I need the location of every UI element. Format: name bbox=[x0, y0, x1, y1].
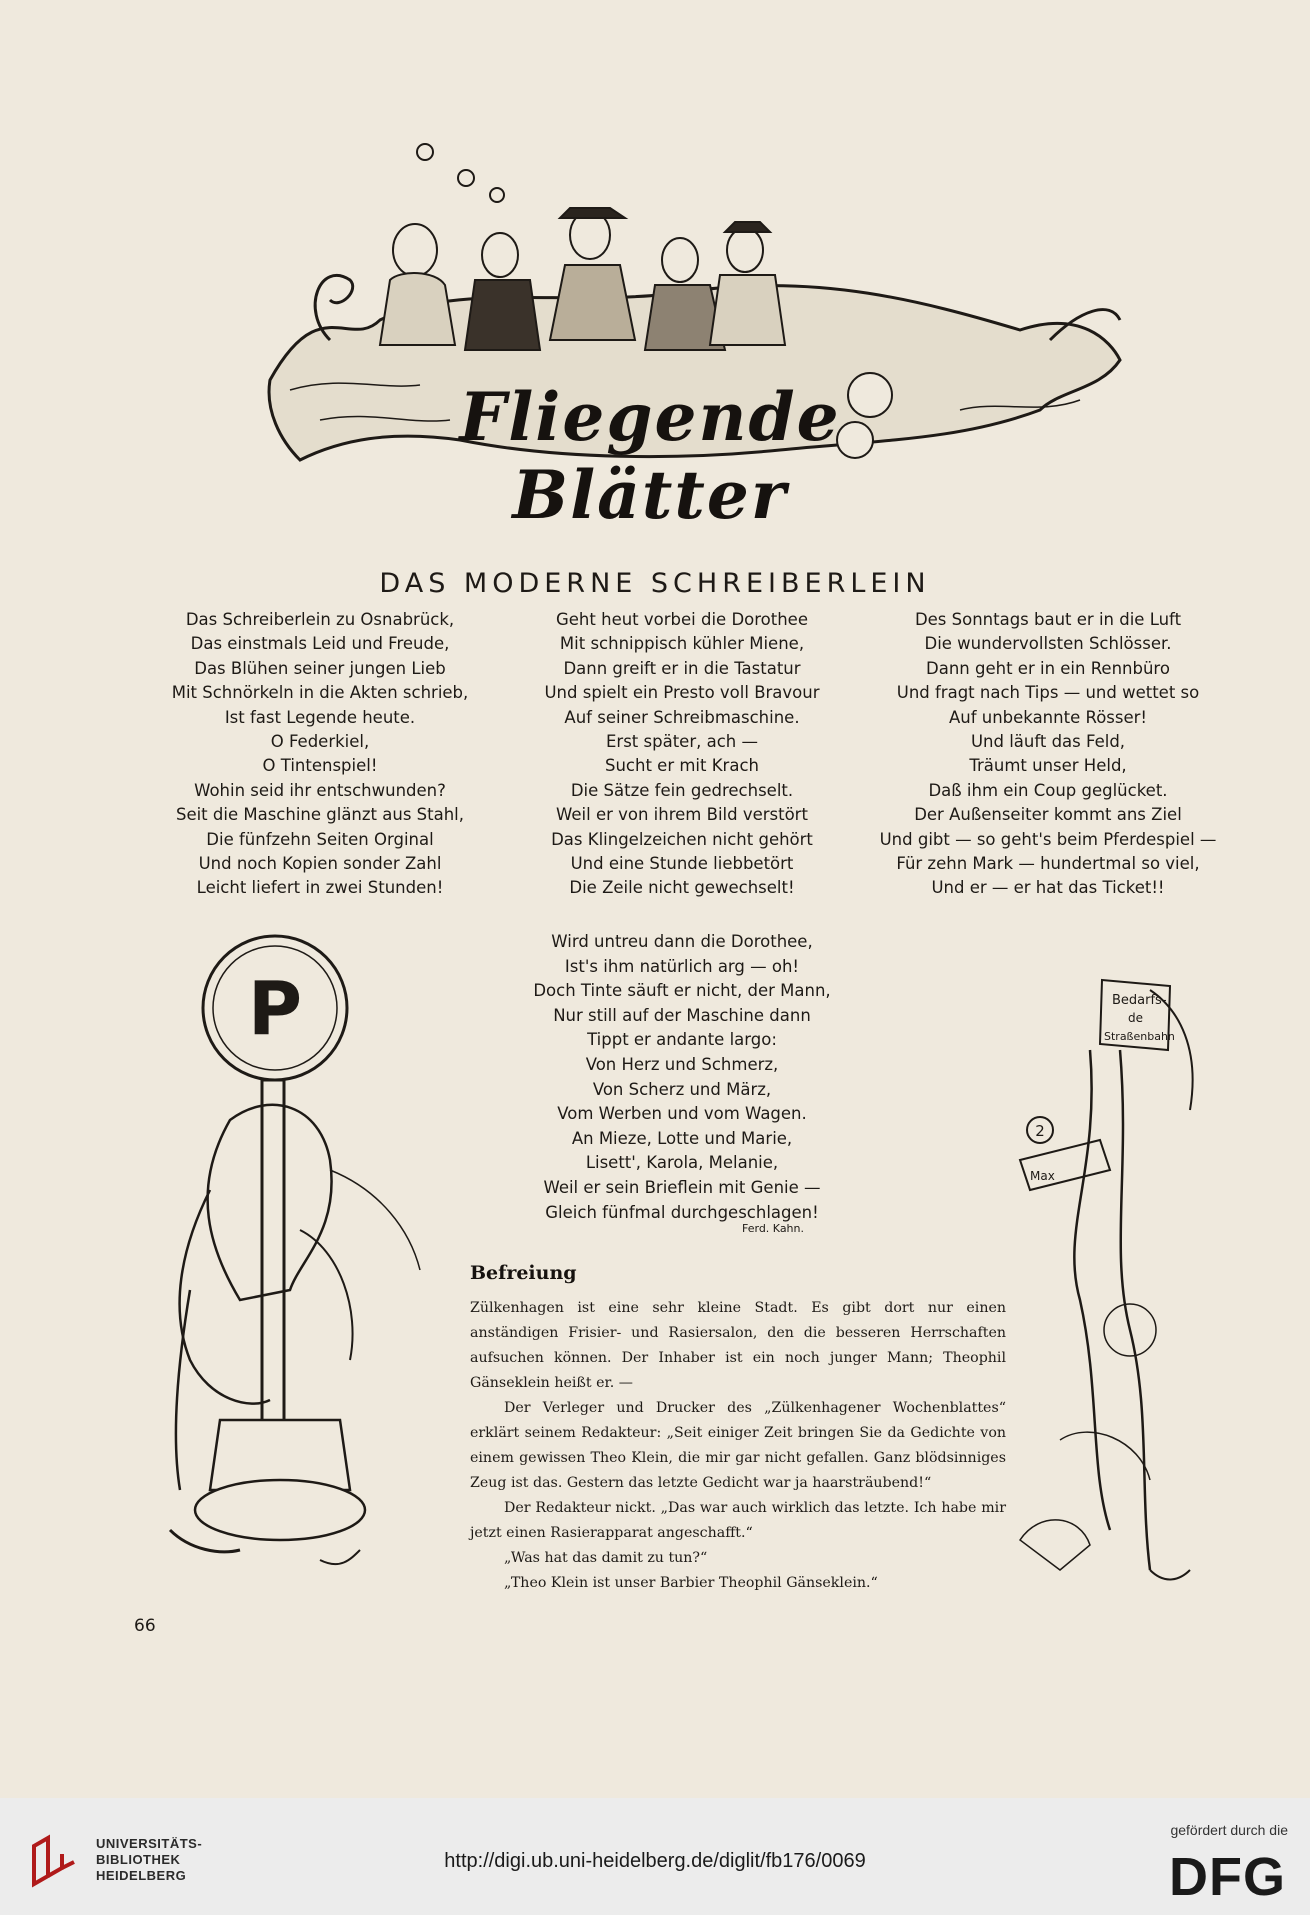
poem-line: Auf seiner Schreibmaschine. bbox=[564, 707, 800, 727]
tram-tag-number: 2 bbox=[1035, 1122, 1045, 1140]
story-paragraph: „Was hat das damit zu tun?“ bbox=[504, 1550, 708, 1566]
tram-sign-line-3: Straßenbahn bbox=[1104, 1030, 1175, 1043]
story-title: Befreiung bbox=[470, 1262, 577, 1284]
poem-line: Doch Tinte säuft er nicht, der Mann, bbox=[533, 981, 831, 1001]
poem-line: Sucht er mit Krach bbox=[605, 756, 759, 776]
poem-line: Geht heut vorbei die Dorothee bbox=[556, 610, 808, 629]
poem-line: Das Klingelzeichen nicht gehört bbox=[551, 829, 813, 849]
poem-line: Daß ihm ein Coup geglücket. bbox=[928, 780, 1168, 800]
viewer-footer bbox=[0, 1798, 1310, 1915]
poem-line: Und läuft das Feld, bbox=[970, 732, 1126, 752]
poem-line: Für zehn Mark — hundertmal so viel, bbox=[896, 854, 1200, 874]
poem-line: An Mieze, Lotte und Marie, bbox=[571, 1128, 793, 1148]
poem-line: Und spielt ein Presto voll Bravour bbox=[544, 683, 820, 703]
poem-line: Mit schnippisch kühler Miene, bbox=[559, 634, 805, 654]
poem-line: Erst später, ach — bbox=[606, 732, 758, 752]
poem-line: Die Zeile nicht gewechselt! bbox=[569, 878, 795, 898]
story-paragraph: „Theo Klein ist unser Barbier Theophil Gänseklein.“ bbox=[504, 1575, 878, 1591]
poem-line: Und er — er hat das Ticket!! bbox=[931, 878, 1165, 898]
poem-line: Nur still auf der Maschine dann bbox=[553, 1005, 811, 1025]
poem-line: Dann geht er in ein Rennbüro bbox=[926, 658, 1170, 678]
poem-line: Ist fast Legende heute. bbox=[224, 707, 416, 727]
poem-line: Und noch Kopien sonder Zahl bbox=[198, 854, 442, 874]
poem-line: Weil er sein Brieflein mit Genie — bbox=[543, 1177, 821, 1197]
story-paragraph: Der Redakteur nickt. „Das war auch wirklich das letzte. Ich habe mir jetzt einen Rasierapparat angeschafft.“ bbox=[470, 1500, 1006, 1541]
poem-line: Die fünfzehn Seiten Orginal bbox=[206, 829, 434, 849]
poem-line: Des Sonntags baut er in die Luft bbox=[914, 610, 1182, 629]
tram-sign-figure-illustration bbox=[1000, 970, 1220, 1610]
poem-stanza-4 bbox=[472, 930, 892, 1225]
poem-line: Von Scherz und März, bbox=[592, 1079, 772, 1099]
poem-line: Wird untreu dann die Dorothee, bbox=[551, 932, 813, 951]
poem-line: Leicht liefert in zwei Stunden! bbox=[196, 878, 444, 898]
poem-line: Die Sätze fein gedrechselt. bbox=[570, 780, 794, 800]
poem-line: Tippt er andante largo: bbox=[587, 1030, 777, 1050]
funding-label: gefördert durch die bbox=[1170, 1822, 1288, 1838]
poem-line: Und fragt nach Tips — und wettet so bbox=[896, 683, 1200, 703]
page-number: 66 bbox=[134, 1616, 156, 1636]
poem-stanza-2 bbox=[502, 608, 862, 901]
story-paragraph: Der Verleger und Drucker des „Zülkenhagener Wochenblattes“ erklärt seinem Redakteur: „Seit einiger Zeit bringen Sie da Gedichte von einem gewissen Theo Klein, die mir gar nicht gefallen. Ganz blödsinniges Zeug ist das. Gestern das letzte Gedicht war ja haarsträubend!“ bbox=[470, 1400, 1006, 1491]
poem-line: Auf unbekannte Rösser! bbox=[948, 707, 1148, 727]
tram-tag-text: Max bbox=[1030, 1169, 1055, 1183]
tram-sign-line-1: Bedarfs- bbox=[1112, 993, 1167, 1008]
poem-line: Und eine Stunde liebbetört bbox=[570, 854, 794, 874]
poem-line: O Tintenspiel! bbox=[262, 756, 378, 776]
story-paragraph: Zülkenhagen ist eine sehr kleine Stadt. Es gibt dort nur einen anständigen Frisier- und Rasiersalon, den die besseren Herrschaften aufsuchen können. Der Inhaber ist ein noch junger Mann; Theophil Gänseklein heißt er. — bbox=[470, 1300, 1006, 1391]
poem-line: Lisett', Karola, Melanie, bbox=[585, 1153, 779, 1173]
story-body bbox=[470, 1296, 1006, 1596]
funder-logo: DFG bbox=[1169, 1847, 1286, 1907]
masthead-title: Fliegende Blätter bbox=[459, 378, 841, 534]
permalink-url[interactable]: http://digi.ub.uni-heidelberg.de/diglit/fb176/0069 bbox=[444, 1850, 866, 1872]
library-name-line: UNIVERSITÄTS- bbox=[96, 1836, 203, 1851]
poem-line: Gleich fünfmal durchgeschlagen! bbox=[545, 1202, 819, 1222]
poem-line: Das Schreiberlein zu Osnabrück, bbox=[185, 610, 455, 629]
poem-line: Das Blühen seiner jungen Lieb bbox=[194, 658, 446, 678]
poem-line: Das einstmals Leid und Freude, bbox=[190, 634, 450, 654]
poem-line: O Federkiel, bbox=[270, 732, 370, 752]
poem-line: Der Außenseiter kommt ans Ziel bbox=[914, 805, 1182, 825]
poem-line: Die wundervollsten Schlösser. bbox=[924, 634, 1172, 654]
poem-line: Und gibt — so geht's beim Pferdespiel — bbox=[879, 829, 1217, 849]
poem-stanza-1 bbox=[140, 608, 500, 901]
poem-line: Seit die Maschine glänzt aus Stahl, bbox=[175, 805, 465, 825]
poem-author: Ferd. Kahn. bbox=[742, 1222, 804, 1235]
poem-line: Träumt unser Held, bbox=[969, 756, 1127, 776]
poem-line: Mit Schnörkeln in die Akten schrieb, bbox=[171, 683, 469, 703]
poem-line: Weil er von ihrem Bild verstört bbox=[556, 805, 808, 825]
poem-line: Von Herz und Schmerz, bbox=[585, 1054, 779, 1074]
library-name-line: HEIDELBERG bbox=[96, 1868, 187, 1883]
parking-sign-figure-illustration bbox=[150, 930, 470, 1590]
poem-line: Vom Werben und vom Wagen. bbox=[557, 1104, 807, 1124]
library-name-line: BIBLIOTHEK bbox=[96, 1852, 181, 1867]
poem-title: DAS MODERNE SCHREIBERLEIN bbox=[379, 568, 931, 599]
poem-line: Dann greift er in die Tastatur bbox=[563, 658, 801, 678]
tram-sign-line-2: de bbox=[1128, 1011, 1143, 1025]
poem-stanza-3 bbox=[868, 608, 1228, 901]
poem-line: Ist's ihm natürlich arg — oh! bbox=[564, 956, 800, 976]
poem-line: Wohin seid ihr entschwunden? bbox=[194, 780, 446, 800]
parking-sign-letter: P bbox=[247, 966, 303, 1052]
